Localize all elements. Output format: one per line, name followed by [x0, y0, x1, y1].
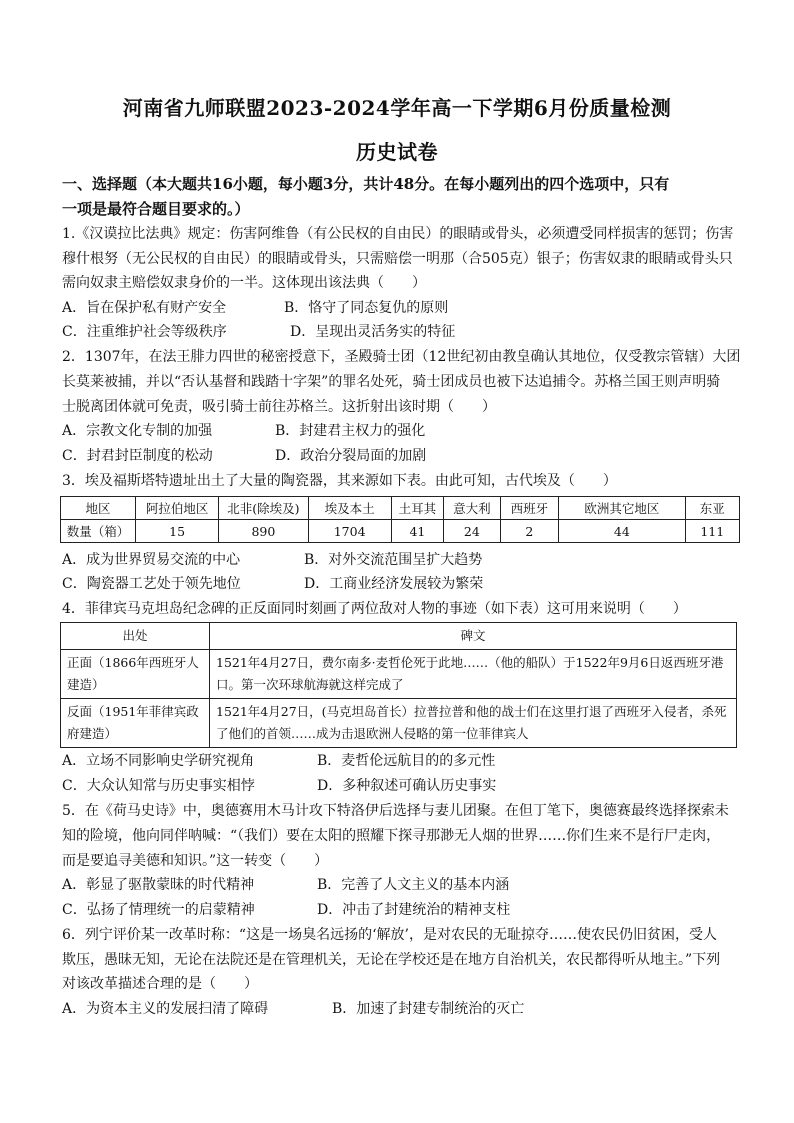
section-heading-line-2: 一项是最符合题目要求的。）	[62, 200, 250, 218]
q2-stem-line-1: 2．1307年，在法王腓力四世的秘密授意下，圣殿骑士团（12世纪初由教皇确认其地位，仅受教宗管辖）大团	[62, 349, 741, 365]
q5-option-d[interactable]: D．冲击了封建统治的精神支柱	[317, 902, 511, 918]
q4-stem-line: 4．菲律宾马克坦岛纪念碑的正反面同时刻画了两位敌对人物的事迹（如下表）这可用来说明（ ）	[62, 601, 687, 617]
q4-options-row-1	[62, 749, 742, 773]
q1-option-d[interactable]: D．呈现出灵活务实的特征	[290, 324, 456, 340]
q3-table-header-row	[61, 497, 740, 520]
q2-options-row-1	[62, 419, 742, 443]
q2-option-b[interactable]: B．封建君主权力的强化	[275, 423, 426, 439]
q3-header-cell: 西班牙	[500, 497, 559, 520]
q3-value-cell: 24	[444, 520, 500, 543]
q4-header-inscription: 碑文	[210, 623, 737, 650]
q1-options-row-1	[62, 296, 742, 320]
q4-back-inscription: 1521年4月27日，(马克坦岛首长）拉普拉普和他的战士们在这里打退了西班牙入侵者，杀死了他们的首领……成为击退欧洲人侵略的第一位菲律宾人	[210, 699, 737, 748]
q4-option-b[interactable]: B．麦哲伦远航目的的多元性	[317, 753, 496, 769]
q3-header-cell: 阿拉伯地区	[135, 497, 218, 520]
q3-header-cell: 东亚	[685, 497, 740, 520]
q4-option-a[interactable]: A．立场不同影响史学研究视角	[62, 753, 255, 769]
q4-row-front	[61, 650, 737, 699]
q4-back-source: 反面（1951年菲律宾政府建造）	[61, 699, 210, 748]
q3-header-cell: 北非(除埃及)	[219, 497, 308, 520]
q1-option-b[interactable]: B．恪守了同态复仇的原则	[284, 300, 449, 316]
q6-option-a[interactable]: A．为资本主义的发展扫清了障碍	[62, 1001, 269, 1017]
q3-value-cell: 15	[135, 520, 218, 543]
q3-value-cell: 2	[500, 520, 559, 543]
q2-option-a[interactable]: A．宗教文化专制的加强	[62, 423, 213, 439]
q3-value-cell: 1704	[308, 520, 391, 543]
section-heading-line-1: 一、选择题（本大题共16小题，每小题3分，共计48分。在每小题列出的四个选项中，只有	[62, 175, 670, 193]
q2-option-c[interactable]: C．封君封臣制度的松动	[62, 448, 213, 464]
q1-stem-line-2: 穆什根努（无公民权的自由民）的眼睛或骨头，只需赔偿一明那（合505克）银子；伤害奴隶的眼睛或骨头只	[62, 251, 733, 267]
q4-table-header-row	[61, 623, 737, 650]
q3-header-cell: 土耳其	[391, 497, 443, 520]
q6-options-row-1	[62, 997, 742, 1021]
q6-stem-line-1: 6．列宁评价某一改革时称：“这是一场臭名远扬的‘解放’，是对农民的无耻掠夺……使农民仍旧贫困，受人	[62, 927, 717, 943]
q2-option-d[interactable]: D．政治分裂局面的加剧	[275, 448, 427, 464]
exam-subtitle: 历史试卷	[356, 140, 438, 164]
q4-options-row-2	[62, 774, 742, 798]
q2-options-row-2	[62, 444, 742, 468]
q3-table-value-row	[61, 520, 740, 543]
q4-front-inscription: 1521年4月27日，费尔南多·麦哲伦死于此地……（他的船队）于1522年9月6日返西班牙港口。第一次环球航海就这样完成了	[210, 650, 737, 699]
q6-stem-line-2: 欺压，愚昧无知，无论在法院还是在管理机关，无论在学校还是在地方自治机关，农民都得听从地主。”下列	[62, 952, 721, 968]
q3-option-d[interactable]: D．工商业经济发展较为繁荣	[304, 576, 484, 592]
q3-header-cell: 埃及本土	[308, 497, 391, 520]
q3-source-table	[60, 496, 740, 543]
q5-option-c[interactable]: C．弘扬了情理统一的启蒙精神	[62, 902, 255, 918]
q4-inscription-table	[60, 622, 737, 748]
q1-option-c[interactable]: C．注重维护社会等级秩序	[62, 324, 227, 340]
q1-options-row-2	[62, 320, 742, 344]
q3-row-label: 数量（箱）	[61, 520, 136, 543]
q5-option-a[interactable]: A．彰显了驱散蒙昧的时代精神	[62, 877, 255, 893]
q3-option-b[interactable]: B．对外交流范围呈扩大趋势	[304, 552, 483, 568]
q3-option-a[interactable]: A．成为世界贸易交流的中心	[62, 552, 241, 568]
q5-options-row-1	[62, 873, 742, 897]
q2-stem-line-2: 长莫莱被捕，并以“否认基督和践踏十字架”的罪名处死，骑士团成员也被下达追捕令。苏格兰国王则声明骑	[62, 374, 721, 390]
q4-option-d[interactable]: D．多种叙述可确认历史事实	[317, 778, 497, 794]
q3-header-cell: 意大利	[444, 497, 500, 520]
q3-header-cell: 欧洲其它地区	[559, 497, 685, 520]
q3-option-c[interactable]: C．陶瓷器工艺处于领先地位	[62, 576, 241, 592]
q4-front-source: 正面（1866年西班牙人建造）	[61, 650, 210, 699]
q3-value-cell: 44	[559, 520, 685, 543]
q1-stem-line-1: 1.《汉谟拉比法典》规定：伤害阿维鲁（有公民权的自由民）的眼睛或骨头，必须遭受同样损害的惩罚；伤害	[62, 226, 734, 242]
q4-option-c[interactable]: C．大众认知常与历史事实相悖	[62, 778, 255, 794]
q5-option-b[interactable]: B．完善了人文主义的基本内涵	[317, 877, 510, 893]
q5-stem-line-3: 而是要追寻美德和知识。”这一转变（ ）	[62, 853, 329, 869]
q3-options-row-1	[62, 548, 742, 572]
exam-title: 河南省九师联盟2023-2024学年高一下学期6月份质量检测	[122, 96, 672, 120]
q3-value-cell: 890	[219, 520, 308, 543]
q2-stem-line-3: 士脱离团体就可免责，吸引骑士前往苏格兰。这折射出该时期（ ）	[62, 399, 496, 415]
q6-option-b[interactable]: B．加速了封建专制统治的灭亡	[332, 1001, 525, 1017]
q3-stem-line: 3．埃及福斯塔特遗址出土了大量的陶瓷器，其来源如下表。由此可知，古代埃及（ ）	[62, 473, 617, 489]
q1-stem-line-3: 需向奴隶主赔偿奴隶身价的一半。这体现出该法典（ ）	[62, 275, 426, 291]
q3-options-row-2	[62, 572, 742, 596]
q4-row-back	[61, 699, 737, 748]
q5-stem-line-1: 5．在《荷马史诗》中，奥德赛用木马计攻下特洛伊后选择与妻儿团聚。在但丁笔下，奥德赛最终选择探索未	[62, 803, 729, 819]
q5-options-row-2	[62, 898, 742, 922]
q3-value-cell: 41	[391, 520, 443, 543]
q6-stem-line-3: 对该改革描述合理的是（ ）	[62, 976, 258, 992]
q1-option-a[interactable]: A．旨在保护私有财产安全	[62, 300, 227, 316]
q5-stem-line-2: 知的险境，他向同伴呐喊：“（我们）要在太阳的照耀下探寻那渺无人烟的世界……你们生来不是行尸走肉，	[62, 828, 721, 844]
q4-header-source: 出处	[61, 623, 210, 650]
q3-header-cell: 地区	[61, 497, 136, 520]
q3-value-cell: 111	[685, 520, 740, 543]
